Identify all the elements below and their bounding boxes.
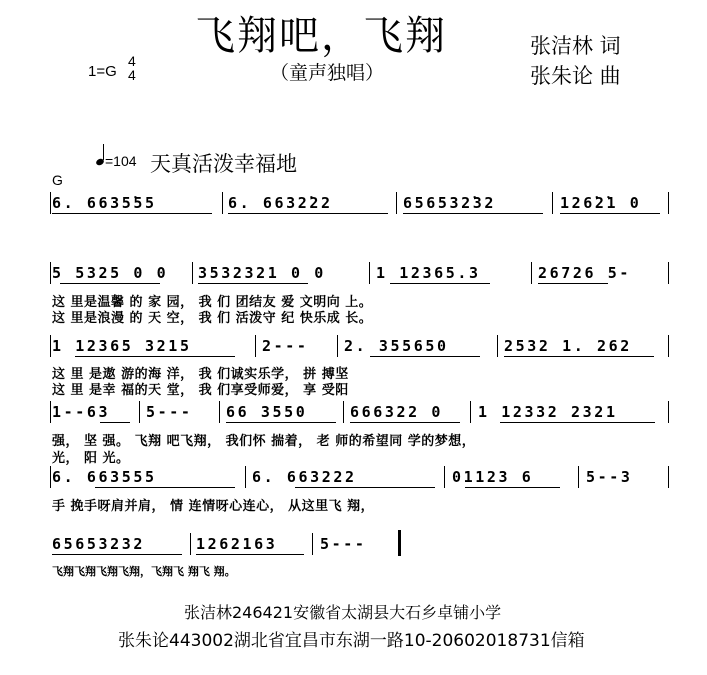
- beam-line: [295, 487, 435, 488]
- measure: 6. 663222: [252, 468, 357, 486]
- measure: 65653232: [52, 535, 146, 553]
- beam-line: [52, 213, 212, 214]
- beam-line: [60, 283, 160, 284]
- barline: [668, 262, 669, 284]
- lyric-line: 这 里是浪漫 的 天 空， 我 们 活泼守 纪 快乐成 长。: [52, 311, 373, 326]
- beam-line: [228, 213, 388, 214]
- beam-line: [350, 422, 460, 423]
- song-subtitle: （童声独唱）: [270, 62, 385, 84]
- barline: [255, 335, 256, 357]
- barline: [50, 401, 51, 423]
- beam-line: [500, 422, 655, 423]
- barline: [444, 466, 445, 488]
- beam-line: [198, 283, 308, 284]
- measure: 1262163: [196, 535, 278, 553]
- lyricist-credit: 张洁林 词: [530, 34, 621, 58]
- expression-marking: 天真活泼幸福地: [150, 152, 297, 176]
- tempo-value: =104: [105, 153, 137, 169]
- final-barline: [398, 530, 401, 556]
- beam-line: [465, 487, 560, 488]
- barline: [578, 466, 579, 488]
- measure: 1--63: [52, 403, 111, 421]
- beam-line: [504, 356, 654, 357]
- author-address-1: 张洁林246421安徽省太湖县大石乡卓铺小学: [184, 603, 502, 622]
- key-signature: 1=G: [88, 63, 117, 80]
- lyric-line: 手 挽手呀肩并肩， 情 连情呀心连心， 从这里飞 翔，: [52, 499, 375, 514]
- barline: [222, 192, 223, 214]
- measure: 01123 6: [452, 468, 534, 486]
- measure: 5 5325 0 0: [52, 264, 169, 282]
- lyric-line: 光， 阳 光。: [52, 451, 130, 466]
- measure: 5--3: [586, 468, 633, 486]
- measure: 66 3550: [226, 403, 308, 421]
- measure: 2532 1. 262: [504, 337, 632, 355]
- beam-line: [226, 422, 336, 423]
- measure: 2---: [262, 337, 309, 355]
- beam-line: [370, 356, 480, 357]
- barline: [245, 466, 246, 488]
- barline: [343, 401, 344, 423]
- beam-line: [560, 213, 660, 214]
- note-stem: [103, 144, 104, 160]
- barline: [190, 533, 191, 555]
- beam-line: [75, 356, 235, 357]
- barline: [668, 466, 669, 488]
- barline: [192, 262, 193, 284]
- time-signature: [128, 54, 136, 82]
- barline: [369, 262, 370, 284]
- barline: [668, 192, 669, 214]
- measure: 1 12365 3215: [52, 337, 192, 355]
- measure: 656532̇32: [403, 194, 497, 212]
- measure: 5---: [320, 535, 367, 553]
- measure: 6. 663555: [52, 468, 157, 486]
- barline: [552, 192, 553, 214]
- beam-line: [95, 487, 235, 488]
- barline: [531, 262, 532, 284]
- barline: [50, 335, 51, 357]
- barline: [50, 192, 51, 214]
- barline: [50, 262, 51, 284]
- barline: [50, 466, 51, 488]
- measure: 6. 6632̇22: [228, 194, 333, 212]
- barline: [219, 401, 220, 423]
- measure: 5---: [146, 403, 193, 421]
- barline: [312, 533, 313, 555]
- lyric-line: 飞翔飞翔飞翔飞翔，飞翔飞 翔飞 翔。: [52, 565, 236, 578]
- lyric-line: 这 里 是幸 福的天 堂， 我 们享受师爱， 享 受阳: [52, 383, 349, 398]
- barline: [470, 401, 471, 423]
- barline: [668, 401, 669, 423]
- chord-symbol: G: [52, 172, 63, 188]
- author-address-2: 张朱论443002湖北省宜昌市东湖一路10-20602018731信箱: [118, 631, 585, 651]
- measure: 2. 355650: [344, 337, 449, 355]
- lyric-line: 这 里是温馨 的 家 园， 我 们 团结友 爱 文明向 上。: [52, 295, 373, 310]
- measure: 3532321 0 0: [198, 264, 326, 282]
- barline: [139, 401, 140, 423]
- barline: [337, 335, 338, 357]
- barline: [668, 335, 669, 357]
- composer-credit: 张朱论 曲: [530, 64, 621, 88]
- beam-line: [52, 554, 182, 555]
- lyric-line: 这 里 是遨 游的海 洋， 我 们诚实乐学， 拼 搏坚: [52, 367, 349, 382]
- barline: [497, 335, 498, 357]
- measure: 26726 5-: [538, 264, 632, 282]
- lyric-line: 强， 坚 强。 飞翔 吧飞翔， 我们怀 揣着， 老 师的希望同 学的梦想，: [52, 434, 476, 449]
- beam-line: [538, 283, 608, 284]
- song-title: 飞翔吧，飞翔: [195, 13, 447, 59]
- time-sig-top: 4: [128, 53, 136, 69]
- measure: 666322 0: [350, 403, 444, 421]
- beam-line: [390, 283, 490, 284]
- time-sig-bottom: 4: [128, 67, 136, 83]
- measure: 6. 6635̇55: [52, 194, 157, 212]
- measure: 1 12365.3: [376, 264, 481, 282]
- beam-line: [100, 422, 130, 423]
- beam-line: [196, 554, 304, 555]
- measure: 1 12332 2321: [478, 403, 618, 421]
- measure: 126̇2̇1 0: [560, 194, 642, 212]
- barline: [396, 192, 397, 214]
- beam-line: [403, 213, 543, 214]
- tempo-marking: [96, 150, 137, 169]
